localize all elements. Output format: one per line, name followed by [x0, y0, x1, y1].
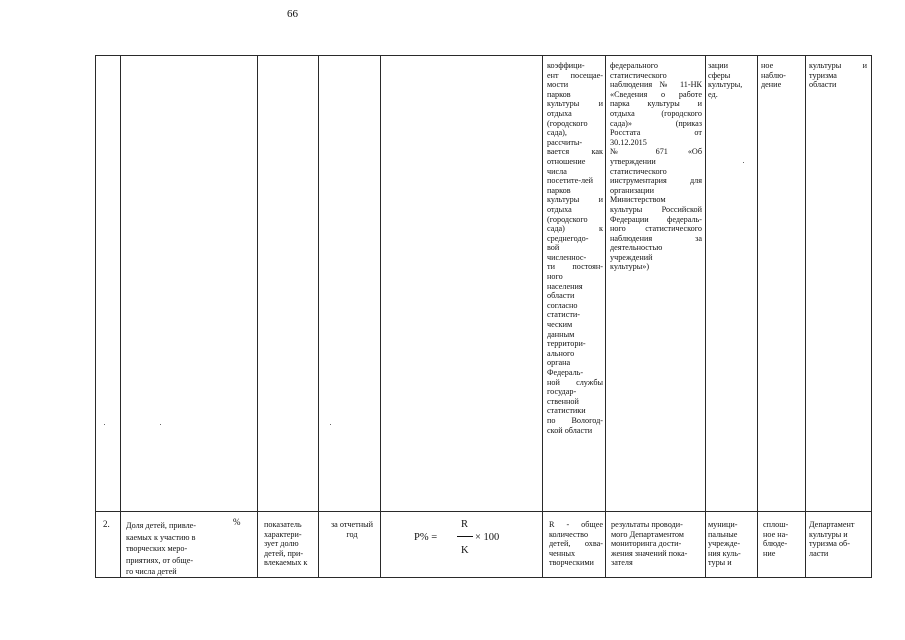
text-line: согласно	[547, 300, 578, 310]
text-line: приятиях, от обще-	[126, 555, 194, 565]
text-line: посетите-лей	[547, 176, 594, 186]
text-line: организации	[610, 185, 654, 195]
text-line: наблюдения № 11-НК	[610, 80, 702, 90]
text-line: статистического	[610, 166, 667, 176]
text-line: территори-	[547, 339, 586, 349]
text-line: ние	[763, 548, 776, 558]
cell-unit: %	[233, 518, 241, 527]
formula-multiplier: × 100	[475, 532, 500, 543]
text-line: статистики	[547, 406, 586, 416]
text-line: мониторинга дости-	[611, 539, 682, 549]
text-line: статисти-	[547, 310, 581, 320]
page-number: 66	[287, 8, 298, 20]
text-line: ед.	[708, 89, 718, 99]
text-line: зателя	[611, 558, 633, 568]
text-line: отдыха	[547, 108, 572, 118]
text-line: коэффици-	[547, 61, 585, 70]
text-line: Министерством	[610, 195, 666, 205]
text-line: культуры»)	[610, 262, 650, 272]
text-line: Доля детей, привле-	[126, 521, 197, 530]
text-line: сферы	[708, 70, 731, 80]
text-line: туризма	[809, 70, 837, 80]
text-line: ческим	[547, 320, 573, 330]
table-rule-vertical	[805, 55, 806, 578]
table-rule-vertical	[95, 55, 96, 578]
text-line: пальные	[708, 529, 738, 539]
formula-fraction-bar	[457, 536, 473, 537]
cell-data-source	[610, 61, 702, 272]
text-line: парков	[547, 89, 571, 99]
text-line: влекаемых к	[264, 558, 308, 568]
text-line: го числа детей	[126, 567, 177, 576]
text-line: детей, при-	[264, 548, 304, 558]
text-line: культуры и	[809, 61, 867, 70]
cell-reporting-unit	[708, 61, 754, 99]
text-line: ласти	[809, 548, 829, 558]
text-line: детей, охва-	[549, 539, 603, 549]
cell-period	[322, 520, 382, 539]
table-rule-vertical	[120, 55, 121, 578]
scan-speck	[330, 424, 331, 425]
text-line: отдыха	[547, 204, 572, 214]
text-line: 30.12.2015	[610, 137, 647, 147]
formula-denominator: K	[461, 545, 469, 556]
text-line: среднегодо-	[547, 233, 589, 243]
table-rule-vertical	[257, 55, 258, 578]
text-line: культуры Российской	[610, 204, 702, 214]
text-line: количество	[549, 529, 589, 539]
text-line: государ-	[547, 387, 577, 397]
text-line: год	[346, 529, 358, 539]
text-line: области	[809, 80, 837, 90]
table-rule-horizontal	[95, 511, 872, 512]
text-line: рассчиты-	[547, 137, 583, 147]
text-line: органа	[547, 358, 571, 368]
text-line: вой	[547, 243, 560, 253]
text-line: деятельностью	[610, 243, 663, 253]
text-line: статистического	[610, 70, 667, 80]
text-line: культуры и	[547, 99, 603, 109]
cell-observation-method	[763, 520, 803, 558]
text-line: парков	[547, 185, 571, 195]
cell-data-source	[611, 520, 703, 568]
text-line: Департамент	[809, 520, 855, 529]
text-line: ской области	[547, 425, 593, 435]
text-line: парка культуры и	[610, 99, 702, 109]
text-line: характери-	[264, 529, 302, 539]
text-line: зации	[708, 61, 729, 70]
scan-speck	[160, 424, 161, 425]
text-line: сплош-	[763, 520, 789, 529]
text-line: мости	[547, 80, 569, 90]
text-line: ное	[761, 61, 774, 70]
text-line: муници-	[708, 520, 738, 529]
table-rule-vertical	[757, 55, 758, 578]
text-line: культуры,	[708, 80, 743, 90]
text-line: R - общее	[549, 520, 603, 529]
table-rule-vertical	[605, 55, 606, 578]
text-line: сада) к	[547, 224, 603, 234]
text-line: отношение	[547, 156, 586, 166]
text-line: по Вологод-	[547, 415, 603, 425]
text-line: ственной	[547, 396, 579, 406]
table-rule-vertical	[380, 55, 381, 578]
text-line: ной службы	[547, 377, 603, 387]
table-rule-vertical	[542, 55, 543, 578]
text-line: культуры и	[809, 529, 848, 539]
text-line: данным	[547, 329, 575, 339]
text-line: Федерации федераль-	[610, 214, 702, 224]
text-line: федерального	[610, 61, 658, 70]
text-line: ент посещае-	[547, 70, 603, 80]
text-line: показатель	[264, 520, 302, 529]
cell-observation-method	[761, 61, 801, 90]
text-line: сада)» (приказ	[610, 118, 702, 128]
cell-method-description	[547, 61, 603, 435]
text-line: Росстата от	[610, 128, 702, 138]
text-line: вается как	[547, 147, 603, 157]
text-line: численнос-	[547, 252, 587, 262]
text-line: числа	[547, 166, 567, 176]
scan-speck	[743, 162, 744, 163]
text-line: туры и	[708, 558, 732, 568]
text-line: наблю-	[761, 70, 786, 80]
text-line: населения	[547, 281, 583, 291]
text-line: инструментария для	[610, 176, 702, 186]
text-line: учрежде-	[708, 539, 741, 549]
cell-reporting-unit	[708, 520, 754, 568]
text-line: № 671 «Об	[610, 147, 702, 157]
table-rule-vertical	[705, 55, 706, 578]
text-line: Федераль-	[547, 368, 584, 377]
text-line: культуры и	[547, 195, 603, 205]
text-line: ния куль-	[708, 548, 741, 558]
text-line: (городского	[547, 118, 588, 128]
text-line: каемых к участию в	[126, 532, 196, 542]
text-line: за отчетный	[330, 520, 374, 529]
table-rule-vertical	[871, 55, 872, 578]
text-line: дение	[761, 80, 782, 90]
text-line: жения значений пока-	[611, 548, 688, 558]
cell-indicator-name	[126, 520, 251, 578]
text-line: ченных	[549, 548, 576, 558]
text-line: ального	[547, 348, 575, 358]
text-line: результаты проводи-	[611, 520, 683, 529]
text-line: творческими	[549, 558, 594, 568]
cell-responsible-body	[809, 61, 867, 90]
text-line: «Сведения о работе	[610, 89, 702, 99]
cell-row-number: 2.	[103, 520, 110, 529]
text-line: мого Департаментом	[611, 529, 684, 539]
text-line: сада),	[547, 128, 567, 138]
formula-left: P% =	[414, 532, 438, 543]
text-line: (городского	[547, 214, 588, 224]
text-line: учреждений	[610, 252, 653, 262]
text-line: ного статистического	[610, 224, 702, 234]
text-line: области	[547, 291, 575, 301]
formula-numerator: R	[461, 519, 469, 530]
text-line: ное на-	[763, 529, 788, 539]
text-line: наблюдения за	[610, 233, 702, 243]
scan-speck	[104, 424, 105, 425]
text-line: отдыха (городского	[610, 108, 702, 118]
text-line: блюде-	[763, 539, 788, 549]
text-line: зует долю	[264, 539, 299, 549]
cell-responsible-body	[809, 520, 869, 558]
text-line: туризма об-	[809, 539, 850, 549]
cell-indicator-description	[264, 520, 319, 568]
table-rule-vertical	[318, 55, 319, 578]
table-rule-horizontal	[95, 55, 872, 56]
text-line: творческих меро-	[126, 544, 188, 553]
cell-variables-description	[549, 520, 603, 568]
text-line: ти постоян-	[547, 262, 603, 272]
text-line: ного	[547, 272, 563, 282]
text-line: утверждении	[610, 156, 656, 166]
